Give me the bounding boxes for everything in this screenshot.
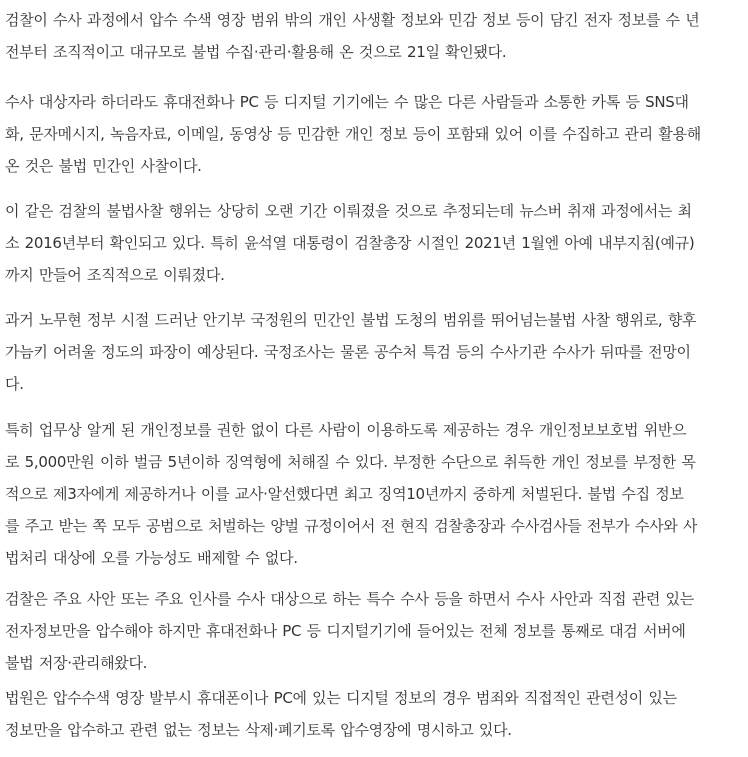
paragraph-line: 온 것은 불법 민간인 사찰이다. (5, 157, 202, 175)
paragraph-line: 수사 대상자라 하더라도 휴대전화나 PC 등 디지털 기기에는 수 많은 다른 사람들과 소통한 카톡 등 SNS대 (5, 93, 689, 111)
paragraph-line: 법원은 압수수색 영장 발부시 휴대폰이나 PC에 있는 디지털 정보의 경우 범죄와 직접적인 관련성이 있는 (5, 689, 677, 707)
paragraph-line: 를 주고 받는 쪽 모두 공범으로 처벌하는 양벌 규정이어서 전 현직 검찰총장과 수사검사들 전부가 수사와 사 (5, 517, 698, 535)
paragraph-line: 검찰은 주요 사안 또는 주요 인사를 수사 대상으로 하는 특수 수사 등을 하면서 수사 사안과 직접 관련 있는 (5, 590, 694, 608)
paragraph-line: 검찰이 수사 과정에서 압수 수색 영장 범위 밖의 개인 사생활 정보와 민감 정보 등이 담긴 전자 정보를 수 년 (5, 11, 700, 29)
paragraph-line: 특히 업무상 알게 된 개인정보를 권한 없이 다른 사람이 이용하도록 제공하는 경우 개인정보보호법 위반으 (5, 421, 687, 439)
paragraph-line: 전자정보만을 압수해야 하지만 휴대전화나 PC 등 디지털기기에 들어있는 전체 정보를 통째로 대검 서버에 (5, 622, 686, 640)
paragraph-5 (5, 414, 697, 574)
paragraph-line: 로 5,000만원 이하 벌금 5년이하 징역형에 처해질 수 있다. 부정한 수단으로 취득한 개인 정보를 부정한 목 (5, 453, 696, 471)
paragraph-2 (5, 86, 701, 182)
paragraph-line: 과거 노무현 정부 시절 드러난 안기부 국정원의 민간인 불법 도청의 범위를 뛰어넘는불법 사찰 행위로, 향후 (5, 311, 697, 329)
paragraph-line: 전부터 조직적이고 대규모로 불법 수집·관리·활용해 온 것으로 21일 확인됐다. (5, 43, 507, 61)
paragraph-line: 소 2016년부터 확인되고 있다. 특히 윤석열 대통령이 검찰총장 시절인 2021년 1월엔 아예 내부지침(예규) (5, 234, 695, 252)
paragraph-line: 불법 저장·관리해왔다. (5, 654, 148, 672)
paragraph-line: 이 같은 검찰의 불법사찰 행위는 상당히 오랜 기간 이뤄졌을 것으로 추정되는데 뉴스버 취재 과정에서는 최 (5, 202, 692, 220)
paragraph-4 (5, 304, 696, 400)
paragraph-line: 까지 만들어 조직적으로 이뤄졌다. (5, 266, 225, 284)
paragraph-7 (5, 682, 677, 746)
paragraph-line: 다. (5, 375, 24, 393)
paragraph-line: 적으로 제3자에게 제공하거나 이를 교사·알선했다면 최고 징역10년까지 중하게 처벌된다. 불법 수집 정보 (5, 485, 684, 503)
paragraph-line: 가늠키 어려울 정도의 파장이 예상된다. 국정조사는 물론 공수처 특검 등의 수사기관 수사가 뒤따를 전망이 (5, 343, 691, 361)
paragraph-line: 정보만을 압수하고 관련 없는 정보는 삭제·폐기토록 압수영장에 명시하고 있다. (5, 721, 512, 739)
paragraph-1 (5, 4, 699, 68)
paragraph-line: 법처리 대상에 오를 가능성도 배제할 수 없다. (5, 549, 298, 567)
paragraph-6 (5, 583, 694, 679)
paragraph-line: 화, 문자메시지, 녹음자료, 이메일, 동영상 등 민감한 개인 정보 등이 포함돼 있어 이를 수집하고 관리 활용해 (5, 125, 701, 143)
paragraph-3 (5, 195, 694, 291)
